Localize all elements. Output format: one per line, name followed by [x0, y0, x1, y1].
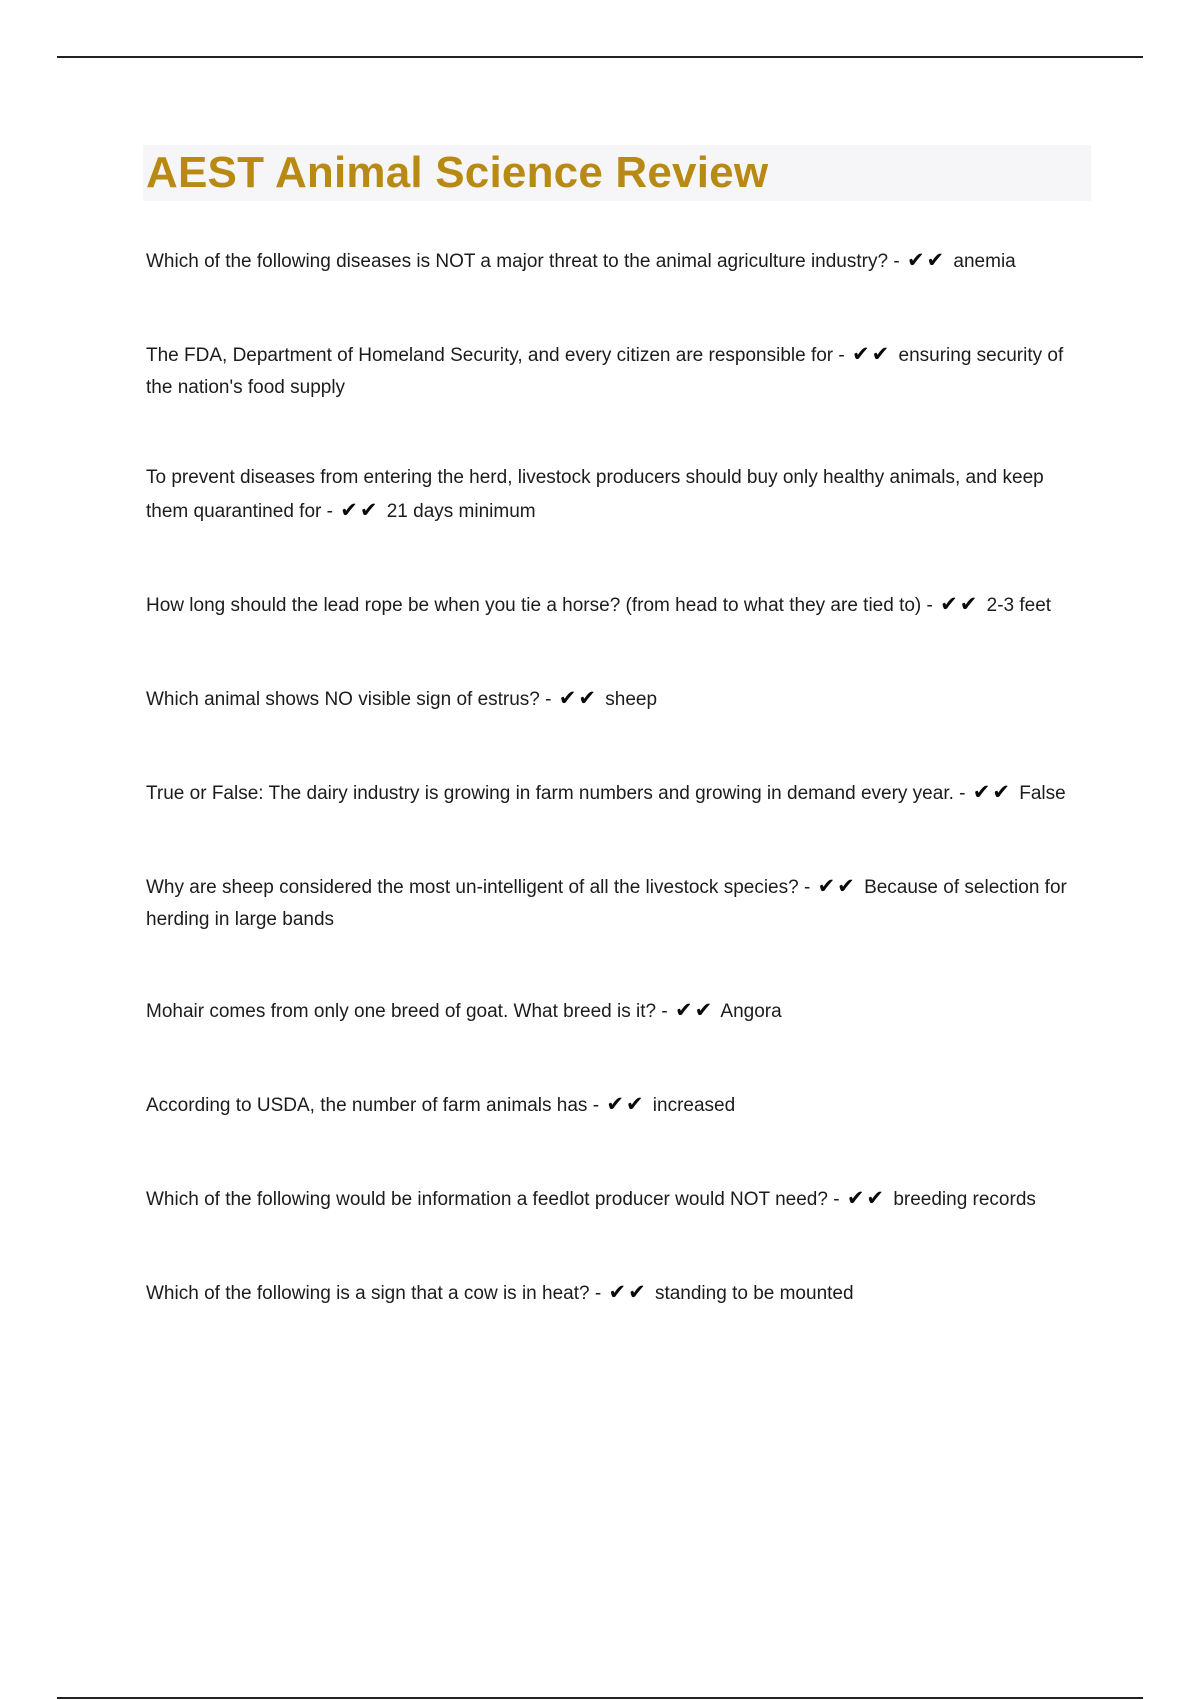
- bottom-rule: [57, 1697, 1143, 1699]
- qa-item: [146, 994, 1086, 1028]
- qa-item: [146, 588, 1086, 622]
- answer-text: standing to be mounted: [654, 1283, 854, 1304]
- qa-item: [146, 244, 1086, 278]
- question-text: True or False: The dairy industry is growing in farm numbers and growing in demand every year. -: [146, 783, 966, 804]
- double-check-icon: ✔✔: [906, 248, 947, 272]
- qa-item: [146, 1088, 1086, 1122]
- question-text: Which of the following is a sign that a cow is in heat? -: [146, 1283, 602, 1304]
- question-text: According to USDA, the number of farm animals has -: [146, 1095, 600, 1116]
- document-title: AEST Animal Science Review: [146, 148, 769, 197]
- title-bar: [143, 145, 1091, 201]
- qa-item: [146, 682, 1086, 716]
- qa-list: [146, 244, 1086, 1310]
- double-check-icon: ✔✔: [817, 874, 857, 898]
- question-text: The FDA, Department of Homeland Security, and every citizen are responsible for -: [146, 345, 845, 366]
- double-check-icon: ✔✔: [846, 1186, 887, 1210]
- answer-text: breeding records: [893, 1189, 1036, 1210]
- answer-text: increased: [652, 1095, 736, 1116]
- top-rule: [57, 56, 1143, 58]
- question-text: Which animal shows NO visible sign of estrus? -: [146, 689, 552, 710]
- answer-text: sheep: [605, 689, 658, 710]
- question-text: Which of the following diseases is NOT a major threat to the animal agriculture industry? -: [146, 251, 900, 272]
- answer-text: False: [1019, 783, 1066, 804]
- question-text: How long should the lead rope be when you tie a horse? (from head to what they are tied to) -: [146, 595, 933, 616]
- qa-item: [146, 870, 1086, 936]
- question-text: Why are sheep considered the most un-intelligent of all the livestock species? -: [146, 877, 811, 898]
- answer-text: 2-3 feet: [986, 595, 1052, 616]
- qa-item: [146, 776, 1086, 810]
- qa-item: [146, 1182, 1086, 1216]
- answer-text: Because of selection for herding in large bands: [146, 877, 1067, 930]
- double-check-icon: ✔✔: [608, 1280, 648, 1304]
- answer-text: Angora: [720, 1001, 782, 1022]
- double-check-icon: ✔✔: [940, 592, 980, 616]
- answer-text: 21 days minimum: [386, 501, 536, 522]
- double-check-icon: ✔✔: [558, 686, 598, 710]
- qa-item: [146, 462, 1086, 528]
- double-check-icon: ✔✔: [606, 1092, 646, 1116]
- double-check-icon: ✔✔: [852, 342, 892, 366]
- question-text: To prevent diseases from entering the herd, livestock producers should buy only healthy animals, and keep them quarantined for -: [146, 467, 1044, 522]
- qa-item: [146, 338, 1086, 404]
- question-text: Mohair comes from only one breed of goat. What breed is it? -: [146, 1001, 668, 1022]
- answer-text: anemia: [953, 251, 1016, 272]
- double-check-icon: ✔✔: [340, 498, 380, 522]
- answer-text: ensuring security of the nation's food supply: [146, 345, 1064, 398]
- question-text: Which of the following would be information a feedlot producer would NOT need? -: [146, 1189, 840, 1210]
- double-check-icon: ✔✔: [674, 998, 715, 1022]
- qa-item: [146, 1276, 1086, 1310]
- double-check-icon: ✔✔: [972, 780, 1012, 804]
